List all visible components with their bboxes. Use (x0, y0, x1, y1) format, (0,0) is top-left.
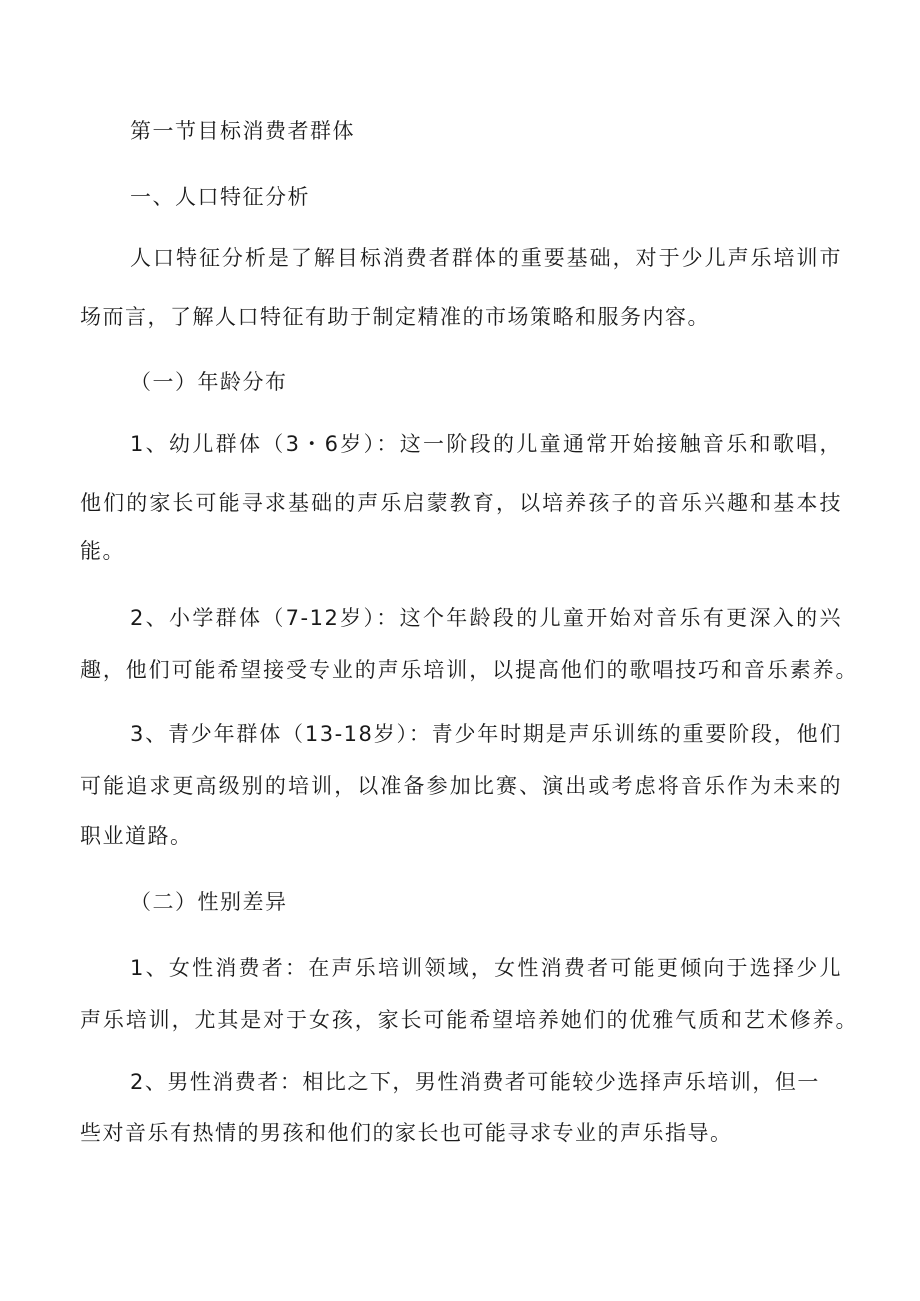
age-item-paragraph-line: 他们的家长可能寻求基础的声乐启蒙教育，以培养孩子的音乐兴趣和基本技 (80, 491, 842, 515)
age-item-paragraph-line: 2、小学群体（7-12岁）：这个年龄段的儿童开始对音乐有更深入的兴 (130, 606, 842, 630)
gender-item-paragraph-line: 2、男性消费者：相比之下，男性消费者可能较少选择声乐培训，但一 (130, 1070, 820, 1094)
section-title: 第一节目标消费者群体 (130, 119, 355, 143)
gender-item-paragraph-line: 些对音乐有热情的男孩和他们的家长也可能寻求专业的声乐指导。 (80, 1121, 733, 1145)
subsection-title-demographics: 一、人口特征分析 (130, 185, 310, 209)
age-item-paragraph-line: 1、幼儿群体（3・6岁）：这一阶段的儿童通常开始接触音乐和歌唱， (130, 432, 842, 456)
gender-difference-heading: （二）性别差异 (130, 890, 288, 914)
gender-item-paragraph-line: 声乐培训，尤其是对于女孩，家长可能希望培养她们的优雅气质和艺术修养。 (80, 1008, 858, 1032)
age-item-paragraph-line: 可能追求更高级别的培训，以准备参加比赛、演出或考虑将音乐作为未来的 (80, 774, 842, 798)
gender-item-paragraph-line: 1、女性消费者：在声乐培训领域，女性消费者可能更倾向于选择少儿 (130, 956, 842, 980)
intro-paragraph-line: 人口特征分析是了解目标消费者群体的重要基础，对于少儿声乐培训市 (130, 246, 842, 270)
age-item-paragraph-line: 能。 (80, 539, 125, 563)
intro-paragraph-line: 场而言，了解人口特征有助于制定精准的市场策略和服务内容。 (80, 305, 710, 329)
age-distribution-heading: （一）年龄分布 (130, 370, 288, 394)
age-item-paragraph-line: 3、青少年群体（13-18岁）：青少年时期是声乐训练的重要阶段，他们 (130, 722, 842, 746)
age-item-paragraph-line: 职业道路。 (80, 824, 193, 848)
age-item-paragraph-line: 趣，他们可能希望接受专业的声乐培训，以提高他们的歌唱技巧和音乐素养。 (80, 658, 858, 682)
